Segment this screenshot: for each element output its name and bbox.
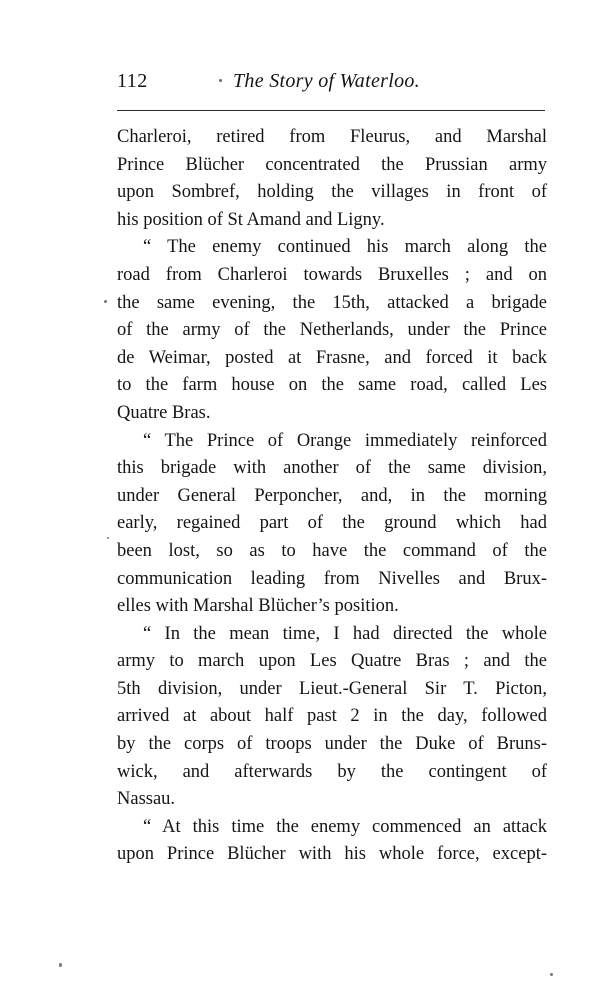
body-text bbox=[117, 124, 547, 869]
text-line: early, regained part of the ground which had bbox=[117, 513, 547, 534]
text-line: Charleroi, retired from Fleurus, and Marshal bbox=[117, 127, 547, 147]
paragraph bbox=[117, 234, 547, 427]
running-title: The Story of Waterloo. bbox=[233, 70, 420, 92]
text-line: Prince Blücher concentrated the Prussian army bbox=[117, 154, 547, 175]
text-line: road from Charleroi towards Bruxelles ; and on bbox=[117, 264, 547, 285]
text-line: been lost, so as to have the command of the bbox=[117, 540, 547, 561]
text-line: of the army of the Netherlands, under the Prince bbox=[117, 320, 547, 341]
running-head bbox=[117, 70, 547, 104]
paragraph bbox=[117, 428, 547, 621]
text-line: 5th division, under Lieut.-General Sir T. Picton, bbox=[117, 678, 547, 699]
paragraph bbox=[117, 621, 547, 814]
paragraph bbox=[117, 124, 547, 234]
text-line: by the corps of troops under the Duke of Bruns- bbox=[117, 734, 547, 755]
text-line: “ At this time the enemy commenced an attack bbox=[143, 816, 547, 837]
text-line: under General Perponcher, and, in the morning bbox=[117, 485, 547, 506]
scan-speck bbox=[59, 963, 62, 967]
text-line: upon Sombref, holding the villages in front of bbox=[117, 182, 547, 203]
text-line: the same evening, the 15th, attacked a brigade bbox=[117, 292, 547, 313]
scan-speck bbox=[104, 300, 107, 303]
text-line: communication leading from Nivelles and Brux- bbox=[117, 568, 547, 589]
text-line: to the farm house on the same road, called Les bbox=[117, 375, 547, 396]
text-line: Nassau. bbox=[117, 789, 176, 810]
text-line: this brigade with another of the same division, bbox=[117, 458, 547, 479]
paragraph bbox=[117, 814, 547, 869]
page-number: 112 bbox=[117, 70, 148, 92]
text-line: de Weimar, posted at Frasne, and forced it back bbox=[117, 347, 547, 368]
text-line: “ The enemy continued his march along the bbox=[143, 237, 547, 258]
scan-speck bbox=[107, 537, 109, 539]
text-line: “ The Prince of Orange immediately reinforced bbox=[143, 430, 547, 451]
text-line: wick, and afterwards by the contingent of bbox=[117, 761, 547, 782]
text-line: “ In the mean time, I had directed the whole bbox=[143, 623, 547, 644]
text-line: army to march upon Les Quatre Bras ; and the bbox=[117, 651, 547, 672]
head-dot bbox=[219, 79, 222, 82]
text-line: Quatre Bras. bbox=[117, 402, 211, 423]
scan-speck bbox=[550, 973, 553, 976]
header-rule bbox=[117, 110, 545, 111]
text-line: arrived at about half past 2 in the day, followed bbox=[117, 706, 547, 727]
text-line: upon Prince Blücher with his whole force, except- bbox=[117, 844, 547, 865]
text-line: his position of St Amand and Ligny. bbox=[117, 209, 385, 230]
text-line: elles with Marshal Blücher’s position. bbox=[117, 596, 399, 617]
